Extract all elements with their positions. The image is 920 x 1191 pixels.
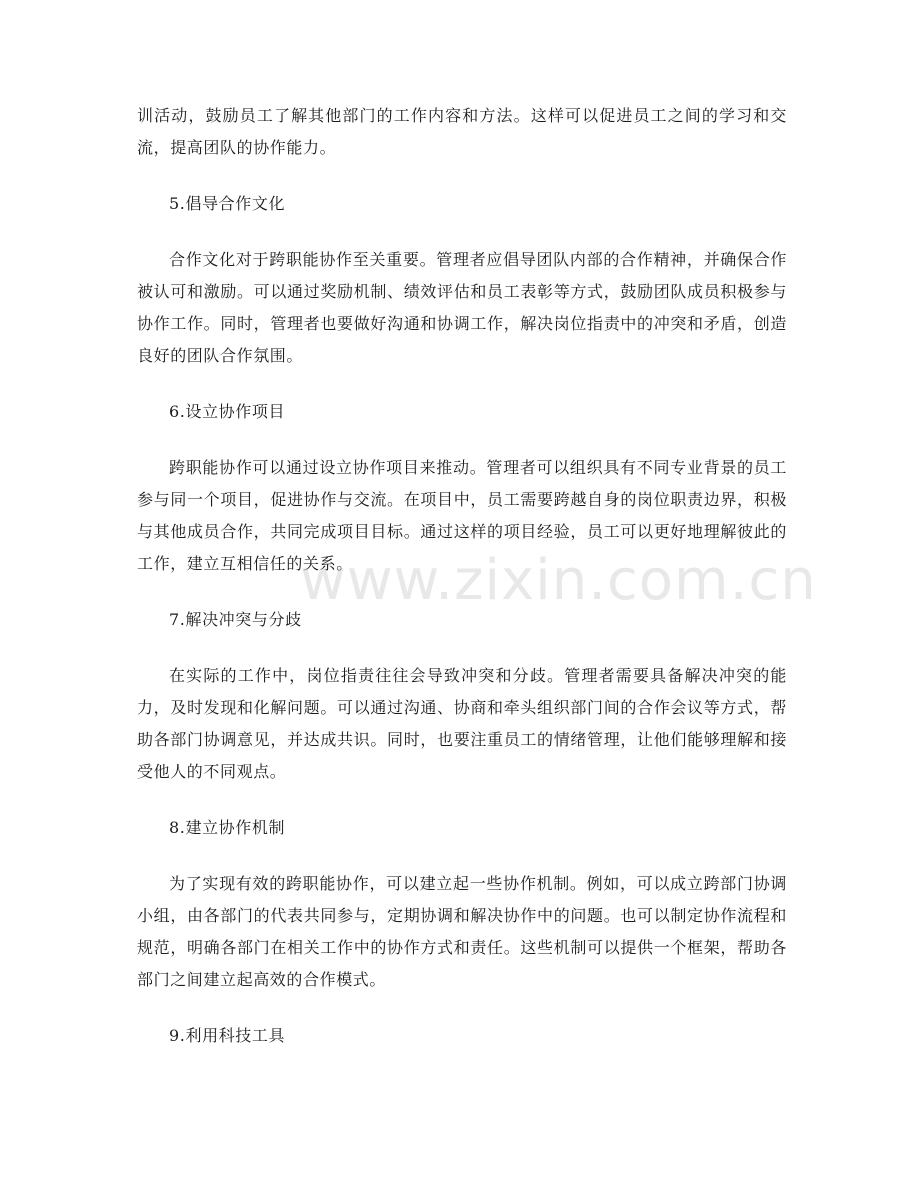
- section-body-7: 在实际的工作中，岗位指责往往会导致冲突和分歧。管理者需要具备解决冲突的能力，及时发现和化解问题。可以通过沟通、协商和牵头组织部门间的合作会议等方式，帮助各部门协调意见，并达成共识。同时，也要注重员工的情绪管理，让他们能够理解和接受他人的不同观点。: [137, 666, 787, 781]
- watermark: www.zixin.com.cn: [300, 548, 817, 613]
- section-heading-8: 8.建立协作机制: [169, 818, 286, 837]
- section-body-6: 跨职能协作可以通过设立协作项目来推动。管理者可以组织具有不同专业背景的员工参与同一个项目，促进协作与交流。在项目中，员工需要跨越自身的岗位职责边界，积极与其他成员合作，共同完成项目目标。通过这样的项目经验，员工可以更好地理解彼此的工作，建立互相信任的关系。: [137, 458, 787, 573]
- section-heading-6: 6.设立协作项目: [169, 402, 286, 421]
- intro-paragraph: 训活动，鼓励员工了解其他部门的工作内容和方法。这样可以促进员工之间的学习和交流，提高团队的协作能力。: [137, 106, 787, 157]
- section-heading-9: 9.利用科技工具: [169, 1026, 286, 1045]
- section-body-8: 为了实现有效的跨职能协作，可以建立起一些协作机制。例如，可以成立跨部门协调小组，由各部门的代表共同参与，定期协调和解决协作中的问题。也可以制定协作流程和规范，明确各部门在相关工作中的协作方式和责任。这些机制可以提供一个框架，帮助各部门之间建立起高效的合作模式。: [137, 874, 787, 989]
- section-heading-7: 7.解决冲突与分歧: [169, 610, 302, 629]
- section-body-5: 合作文化对于跨职能协作至关重要。管理者应倡导团队内部的合作精神，并确保合作被认可和激励。可以通过奖励机制、绩效评估和员工表彰等方式，鼓励团队成员积极参与协作工作。同时，管理者也要做好沟通和协调工作，解决岗位指责中的冲突和矛盾，创造良好的团队合作氛围。: [137, 250, 787, 365]
- section-heading-5: 5.倡导合作文化: [169, 194, 286, 213]
